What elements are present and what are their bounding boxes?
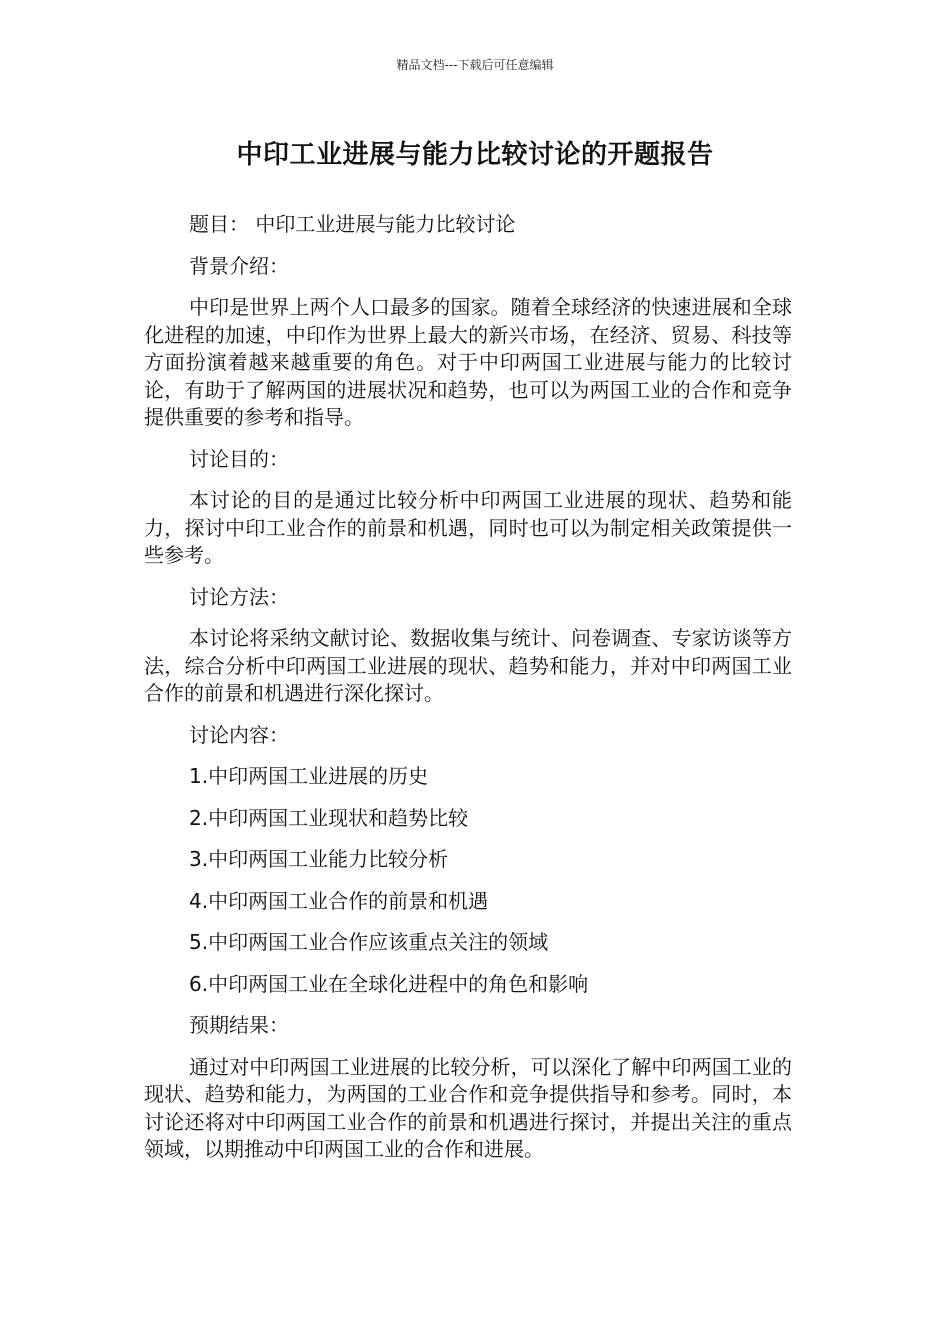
- list-item: 1.中印两国工业进展的历史: [189, 764, 429, 788]
- document-title: 中印工业进展与能力比较讨论的开题报告: [236, 140, 714, 170]
- results-heading: 预期结果：: [189, 1013, 289, 1037]
- results-paragraph: 通过对中印两国工业进展的比较分析，可以深化了解中印两国工业的现状、趋势和能力，为两国的工业合作和竞争提供指导和参考。同时，本讨论还将对中印两国工业合作的前景和机遇进行探讨，并提出关注的重点领域，以期推动中印两国工业的合作和进展。: [144, 1054, 792, 1161]
- background-heading: 背景介绍：: [189, 253, 289, 278]
- page-header-note: 精品文档---下载后可任意编辑: [396, 58, 554, 72]
- method-heading: 讨论方法：: [189, 584, 289, 609]
- list-item: 6.中印两国工业在全球化进程中的角色和影响: [189, 971, 589, 996]
- method-paragraph: 本讨论将采纳文献讨论、数据收集与统计、问卷调查、专家访谈等方法，综合分析中印两国工业进展的现状、趋势和能力，并对中印两国工业合作的前景和机遇进行深化探讨。: [144, 626, 792, 705]
- list-item: 5.中印两国工业合作应该重点关注的领域: [189, 930, 549, 954]
- purpose-paragraph: 本讨论的目的是通过比较分析中印两国工业进展的现状、趋势和能力，探讨中印工业合作的前景和机遇，同时也可以为制定相关政策提供一些参考。: [144, 488, 792, 567]
- content-list: [144, 763, 792, 998]
- purpose-heading: 讨论目的：: [189, 446, 289, 471]
- document-body: [144, 211, 792, 1178]
- background-paragraph: 中印是世界上两个人口最多的国家。随着全球经济的快速进展和全球化进程的加速，中印作为世界上最大的新兴市场，在经济、贸易、科技等方面扮演着越来越重要的角色。对于中印两国工业进展与能力的比较讨论，有助于了解两国的进展状况和趋势，也可以为两国工业的合作和竞争提供重要的参考和指导。: [144, 295, 792, 429]
- content-heading: 讨论内容：: [189, 722, 289, 747]
- list-item: 4.中印两国工业合作的前景和机遇: [189, 888, 489, 913]
- subject-line: 题目： 中印工业进展与能力比较讨论: [189, 212, 516, 236]
- list-item: 2.中印两国工业现状和趋势比较: [189, 805, 469, 830]
- list-item: 3.中印两国工业能力比较分析: [189, 847, 449, 871]
